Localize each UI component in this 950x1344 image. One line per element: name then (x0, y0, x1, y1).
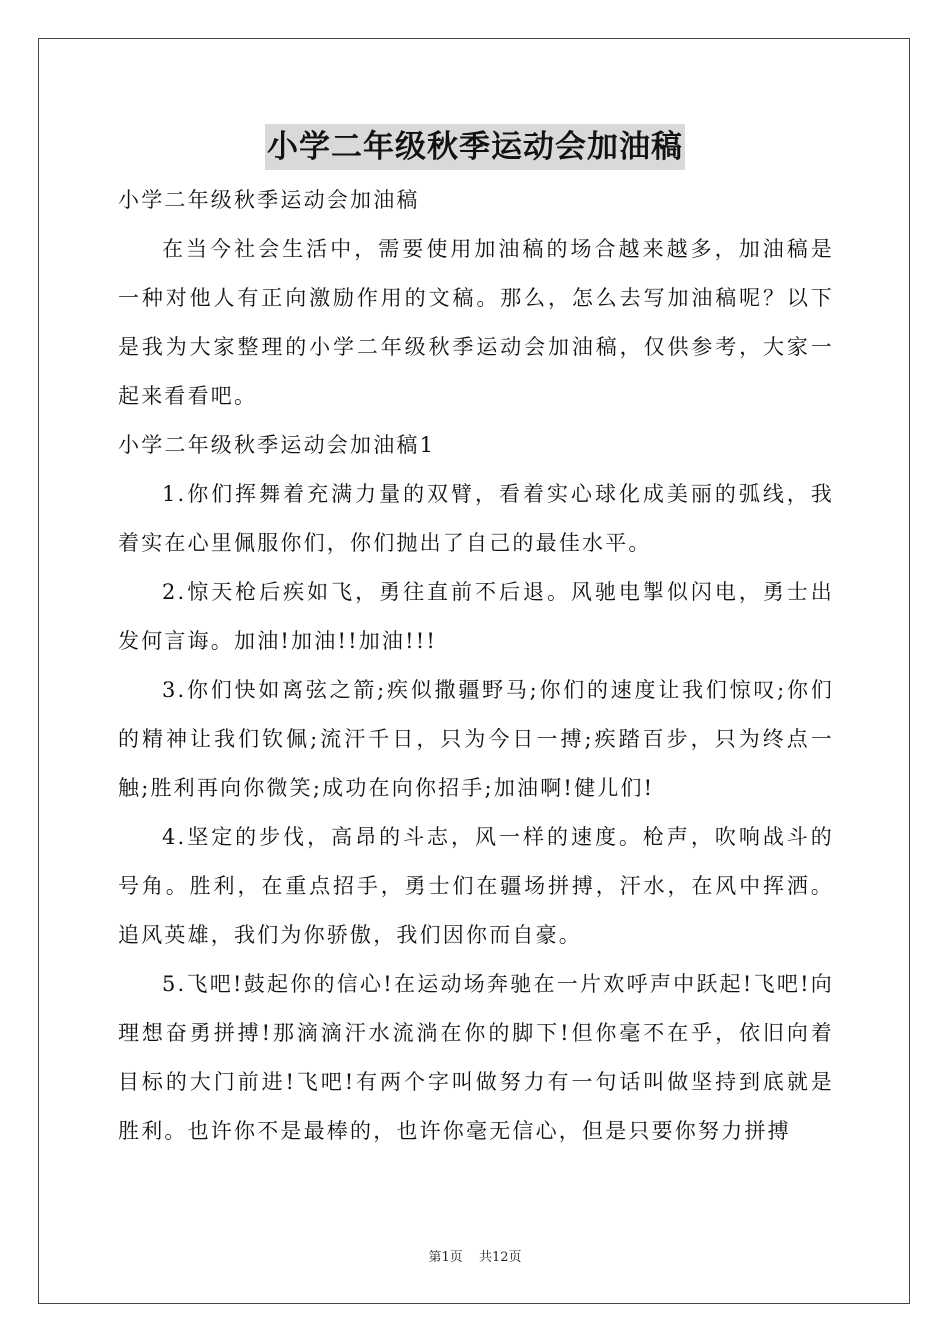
title-container (0, 124, 950, 170)
section-heading: 小学二年级秋季运动会加油稿1 (118, 433, 436, 457)
document-title: 小学二年级秋季运动会加油稿 (265, 124, 685, 170)
page-footer (0, 1246, 950, 1265)
cheer-item-3: 3.你们快如离弦之箭;疾似撒疆野马;你们的速度让我们惊叹;你们的精神让我们钦佩;流汗千日，只为今日一搏;疾踏百步，只为终点一触;胜利再向你微笑;成功在向你招手;加油啊!健儿们! (118, 678, 834, 800)
cheer-item-2: 2.惊天枪后疾如飞，勇往直前不后退。风驰电掣似闪电，勇士出发何言诲。加油!加油!!加油!!! (118, 580, 834, 653)
page-total: 共12页 (478, 1250, 522, 1265)
cheer-item-5: 5.飞吧!鼓起你的信心!在运动场奔驰在一片欢呼声中跃起!飞吧!向理想奋勇拼搏!那滴滴汗水流淌在你的脚下!但你毫不在乎，依旧向着目标的大门前进!飞吧!有两个字叫做努力有一句话叫做坚持到底就是胜利。也许你不是最棒的，也许你毫无信心，但是只要你努力拼搏 (118, 972, 834, 1143)
intro-paragraph: 在当今社会生活中，需要使用加油稿的场合越来越多，加油稿是一种对他人有正向激励作用的文稿。那么，怎么去写加油稿呢？以下是我为大家整理的小学二年级秋季运动会加油稿，仅供参考，大家一起来看看吧。 (118, 237, 834, 408)
cheer-item-4: 4.坚定的步伐，高昂的斗志，风一样的速度。枪声，吹响战斗的号角。胜利，在重点招手，勇士们在疆场拼搏，汗水，在风中挥洒。追风英雄，我们为你骄傲，我们因你而自豪。 (118, 825, 834, 947)
cheer-item-1: 1.你们挥舞着充满力量的双臂，看着实心球化成美丽的弧线，我着实在心里佩服你们，你们抛出了自己的最佳水平。 (118, 482, 834, 555)
page-number: 第1页 (428, 1250, 463, 1265)
document-subtitle: 小学二年级秋季运动会加油稿 (118, 188, 420, 212)
document-body (118, 176, 834, 1156)
